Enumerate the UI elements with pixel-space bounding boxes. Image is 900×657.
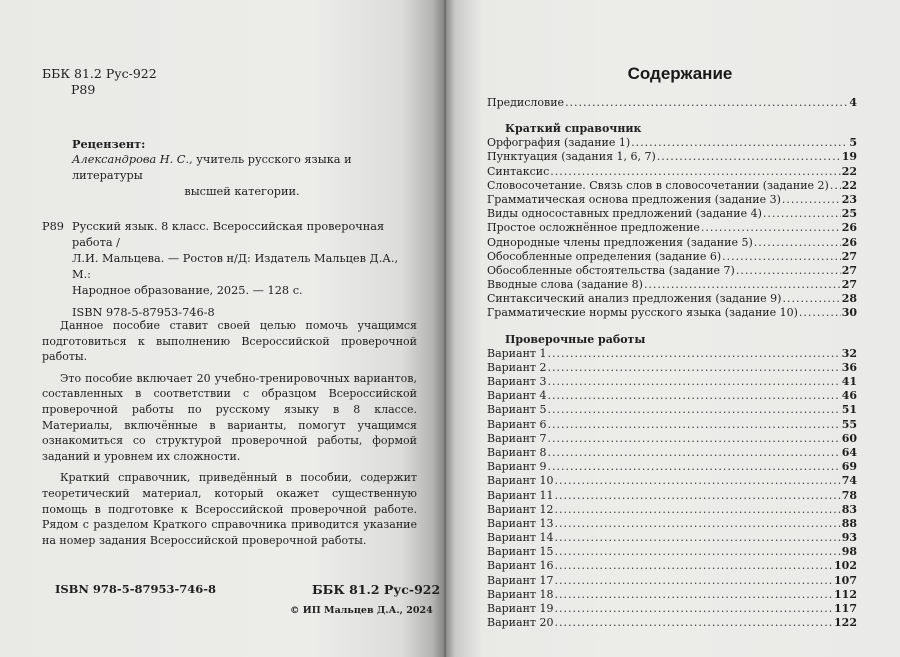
- toc-entry-page: 93: [841, 531, 857, 545]
- toc-entry-page: 32: [841, 346, 857, 360]
- toc-entry-page: 64: [841, 445, 857, 459]
- catalog-isbn: ISBN 978-5-87953-746-8: [72, 306, 215, 319]
- toc-leader-dots: [644, 278, 841, 292]
- toc-entry-title: Вариант 12: [487, 502, 554, 516]
- toc-entry[interactable]: [487, 588, 857, 602]
- toc-leader-dots: [548, 446, 841, 460]
- toc-entry-title: Вводные слова (задание 8): [487, 278, 643, 292]
- toc-entry[interactable]: [487, 460, 857, 474]
- toc-entry[interactable]: [487, 347, 857, 361]
- toc-leader-dots: [554, 489, 840, 503]
- toc-entry-page: 98: [841, 545, 857, 559]
- toc-entry[interactable]: [487, 489, 857, 503]
- toc-entry-page: 83: [841, 502, 857, 516]
- catalog-index: Р89: [42, 220, 64, 233]
- toc-entry-title: Обособленные обстоятельства (задание 7): [487, 263, 735, 277]
- bbk-block-top: [42, 66, 157, 98]
- annotation: [42, 318, 417, 554]
- toc-entry-page: 55: [841, 417, 857, 431]
- catalog-line: Народное образование, 2025. — 128 с.: [72, 284, 303, 297]
- toc-entry-preface[interactable]: [487, 96, 857, 110]
- toc-leader-dots: [548, 418, 841, 432]
- reviewer-block: [72, 136, 412, 200]
- toc-entry[interactable]: [487, 375, 857, 389]
- toc-entry-page: 26: [841, 235, 857, 249]
- toc-entry-page: 36: [841, 360, 857, 374]
- left-page: [0, 0, 446, 657]
- toc-entry[interactable]: [487, 306, 857, 320]
- toc-entry[interactable]: [487, 207, 857, 221]
- toc-leader-dots: [799, 306, 841, 320]
- annotation-paragraph: Данное пособие ставит своей целью помочь учащимся подготовиться к выполнению Всероссийской проверочной работы.: [42, 319, 417, 364]
- toc-entry-page: 22: [841, 164, 857, 178]
- toc-leader-dots: [548, 460, 841, 474]
- toc-entry-page: 25: [841, 207, 857, 221]
- reviewer-name: Александрова Н. С.,: [72, 153, 193, 166]
- toc-entry-page: 27: [841, 278, 857, 292]
- toc-entry-page: 122: [834, 616, 857, 630]
- toc-leader-dots: [565, 96, 848, 110]
- toc-leader-dots: [554, 503, 840, 517]
- toc-leader-dots: [548, 403, 841, 417]
- toc-leader-dots: [554, 602, 833, 616]
- toc-leader-dots: [722, 250, 841, 264]
- toc-entry[interactable]: [487, 264, 857, 278]
- toc-entry-page: 46: [841, 389, 857, 403]
- toc-entry[interactable]: [487, 517, 857, 531]
- copyright-notice: © ИП Мальцев Д.А., 2024: [290, 605, 433, 616]
- catalog-body: [72, 219, 417, 299]
- toc-entry[interactable]: [487, 559, 857, 573]
- toc-entry-page: 30: [841, 306, 857, 320]
- toc-entry-title: Виды односоставных предложений (задание 4): [487, 207, 762, 221]
- toc-leader-dots: [550, 165, 840, 179]
- toc-leader-dots: [554, 531, 840, 545]
- toc-leader-dots: [548, 389, 841, 403]
- toc-entry-title: Вариант 20: [487, 616, 554, 630]
- toc-entry[interactable]: [487, 446, 857, 460]
- toc-entry-page: 22: [841, 178, 857, 192]
- catalog-line: Л.И. Мальцева. — Ростов н/Д: Издатель Мальцев Д.А., М.:: [72, 252, 399, 281]
- toc-title: Содержание: [627, 64, 733, 83]
- toc-entry-page: 23: [841, 192, 857, 206]
- toc-entry-title: Вариант 15: [487, 545, 554, 559]
- toc-entry-title: Вариант 3: [487, 375, 547, 388]
- toc-entry-title: Вариант 17: [487, 573, 554, 587]
- toc-entry-title: Орфография (задание 1): [487, 136, 631, 150]
- toc-entry-title: Вариант 11: [487, 488, 554, 502]
- toc-leader-dots: [554, 616, 833, 630]
- toc-leader-dots: [554, 588, 833, 602]
- toc-entry[interactable]: [487, 361, 857, 375]
- toc-leader-dots: [657, 150, 841, 164]
- toc-entry-page: 28: [841, 292, 857, 306]
- toc-sections: [487, 121, 857, 630]
- bbk-code: ББК 81.2 Рус-922: [42, 66, 157, 81]
- toc-entry[interactable]: [487, 292, 857, 306]
- toc-entry[interactable]: [487, 389, 857, 403]
- toc-entry-page: 51: [841, 403, 857, 417]
- toc-entry-title: Предисловие: [487, 96, 565, 109]
- toc-entry[interactable]: [487, 165, 857, 179]
- toc-entry[interactable]: [487, 221, 857, 235]
- toc-leader-dots: [736, 264, 841, 278]
- toc-entry-page: 102: [834, 559, 857, 573]
- toc-entry-page: 112: [834, 587, 857, 601]
- toc-entry-title: Пунктуация (задания 1, 6, 7): [487, 150, 656, 164]
- toc-entry-page: 26: [841, 221, 857, 235]
- reviewer-position: учитель русского языка и литературы: [72, 153, 352, 182]
- toc-entry-page: 107: [834, 573, 857, 587]
- toc-leader-dots: [701, 221, 841, 235]
- toc-entry[interactable]: [487, 150, 857, 164]
- toc-entry[interactable]: [487, 616, 857, 630]
- toc-leader-dots: [554, 559, 833, 573]
- toc-entry-title: Простое осложнённое предложение: [487, 221, 700, 235]
- toc-entry[interactable]: [487, 193, 857, 207]
- toc-entry-page: 60: [841, 431, 857, 445]
- toc-entry-title: Вариант 1: [487, 346, 547, 360]
- author-mark: Р89: [71, 82, 96, 97]
- annotation-paragraph: Это пособие включает 20 учебно-тренировочных вариантов, составленных в соответствии с образцом Всероссийской проверочной работы по русскому языку в 8 классе. Материалы, включённые в варианты, помогут учащимся ознакомиться со структурой проверочной работы, формой заданий и уровнем их сложности.: [42, 371, 417, 463]
- toc-leader-dots: [548, 432, 841, 446]
- annotation-paragraph: Краткий справочник, приведённый в пособии, содержит теоретический материал, который окажет существенную помощь в подготовке к Всероссийской проверочной работе. Рядом с разделом Краткого справочника приводится указание на номер задания Всероссийской проверочной работы.: [42, 471, 417, 547]
- toc-entry-title: Вариант 5: [487, 403, 547, 417]
- toc-entry-title: Синтаксис: [487, 164, 550, 178]
- toc-entry-page: 74: [841, 474, 857, 488]
- toc-entry-page: 5: [849, 136, 857, 150]
- catalog-line: Русский язык. 8 класс. Всероссийская проверочная работа /: [72, 220, 385, 249]
- toc-entry-page: 27: [841, 249, 857, 263]
- toc-entry-title: Обособленные определения (задание 6): [487, 249, 722, 263]
- toc-entry-page: 27: [841, 263, 857, 277]
- toc-entry[interactable]: [487, 278, 857, 292]
- toc-leader-dots: [548, 347, 841, 361]
- toc-entry[interactable]: [487, 250, 857, 264]
- toc-entry-title: Вариант 8: [487, 445, 547, 459]
- toc-entry[interactable]: [487, 403, 857, 417]
- toc-entry-title: Грамматическая основа предложения (задание 3): [487, 192, 781, 206]
- toc-leader-dots: [830, 179, 841, 193]
- book-gutter: [444, 0, 446, 657]
- reviewer-label: Рецензент:: [72, 137, 146, 151]
- toc-entry-page: 41: [841, 375, 857, 388]
- toc-entry-page: 117: [834, 602, 857, 615]
- toc-entry-title: Вариант 9: [487, 460, 547, 474]
- toc-entry[interactable]: [487, 179, 857, 193]
- toc-entry-title: Вариант 18: [487, 587, 554, 601]
- toc-entry[interactable]: [487, 236, 857, 250]
- bbk-footer: ББК 81.2 Рус-922: [312, 582, 441, 597]
- table-of-contents: [487, 96, 857, 630]
- toc-leader-dots: [554, 474, 840, 488]
- toc-entry[interactable]: [487, 531, 857, 545]
- toc-entry-title: Вариант 2: [487, 360, 547, 374]
- toc-leader-dots: [631, 136, 848, 150]
- toc-entry[interactable]: [487, 602, 857, 616]
- toc-leader-dots: [548, 361, 841, 375]
- toc-entry[interactable]: [487, 418, 857, 432]
- toc-entry-title: Вариант 7: [487, 431, 547, 445]
- toc-entry-title: Синтаксический анализ предложения (задание 9): [487, 292, 782, 306]
- toc-entry[interactable]: [487, 503, 857, 517]
- toc-entry[interactable]: [487, 432, 857, 446]
- toc-entry-title: Вариант 14: [487, 531, 554, 545]
- toc-entry-title: Грамматические нормы русского языка (задание 10): [487, 306, 798, 320]
- toc-entry-title: Вариант 4: [487, 389, 547, 403]
- isbn-footer: ISBN 978-5-87953-746-8: [55, 582, 217, 596]
- toc-entry-page: 78: [841, 488, 857, 502]
- toc-entry-page: 19: [841, 150, 857, 164]
- toc-leader-dots: [782, 193, 841, 207]
- toc-section-heading: Проверочные работы: [505, 332, 646, 346]
- toc-entry-title: Словосочетание. Связь слов в словосочетании (задание 2): [487, 178, 829, 192]
- reviewer-line: [72, 152, 412, 184]
- toc-entry-title: Вариант 10: [487, 474, 554, 488]
- toc-entry-title: Вариант 19: [487, 602, 554, 615]
- toc-leader-dots: [548, 375, 841, 389]
- reviewer-position-cont: высшей категории.: [184, 185, 300, 198]
- toc-entry-page: 4: [849, 96, 857, 109]
- toc-entry-title: Однородные члены предложения (задание 5): [487, 235, 753, 249]
- toc-section-heading: Краткий справочник: [505, 122, 642, 136]
- toc-entry[interactable]: [487, 545, 857, 559]
- catalog-record: [42, 219, 417, 321]
- toc-leader-dots: [754, 236, 841, 250]
- toc-leader-dots: [554, 517, 840, 531]
- toc-leader-dots: [554, 545, 840, 559]
- toc-entry-title: Вариант 6: [487, 417, 547, 431]
- toc-entry[interactable]: [487, 474, 857, 488]
- toc-leader-dots: [554, 574, 833, 588]
- toc-entry-page: 88: [841, 516, 857, 530]
- toc-leader-dots: [782, 292, 840, 306]
- toc-entry-page: 69: [841, 460, 857, 474]
- toc-entry[interactable]: [487, 574, 857, 588]
- toc-entry-title: Вариант 16: [487, 559, 554, 573]
- toc-leader-dots: [763, 207, 841, 221]
- toc-entry[interactable]: [487, 136, 857, 150]
- toc-entry-title: Вариант 13: [487, 516, 554, 530]
